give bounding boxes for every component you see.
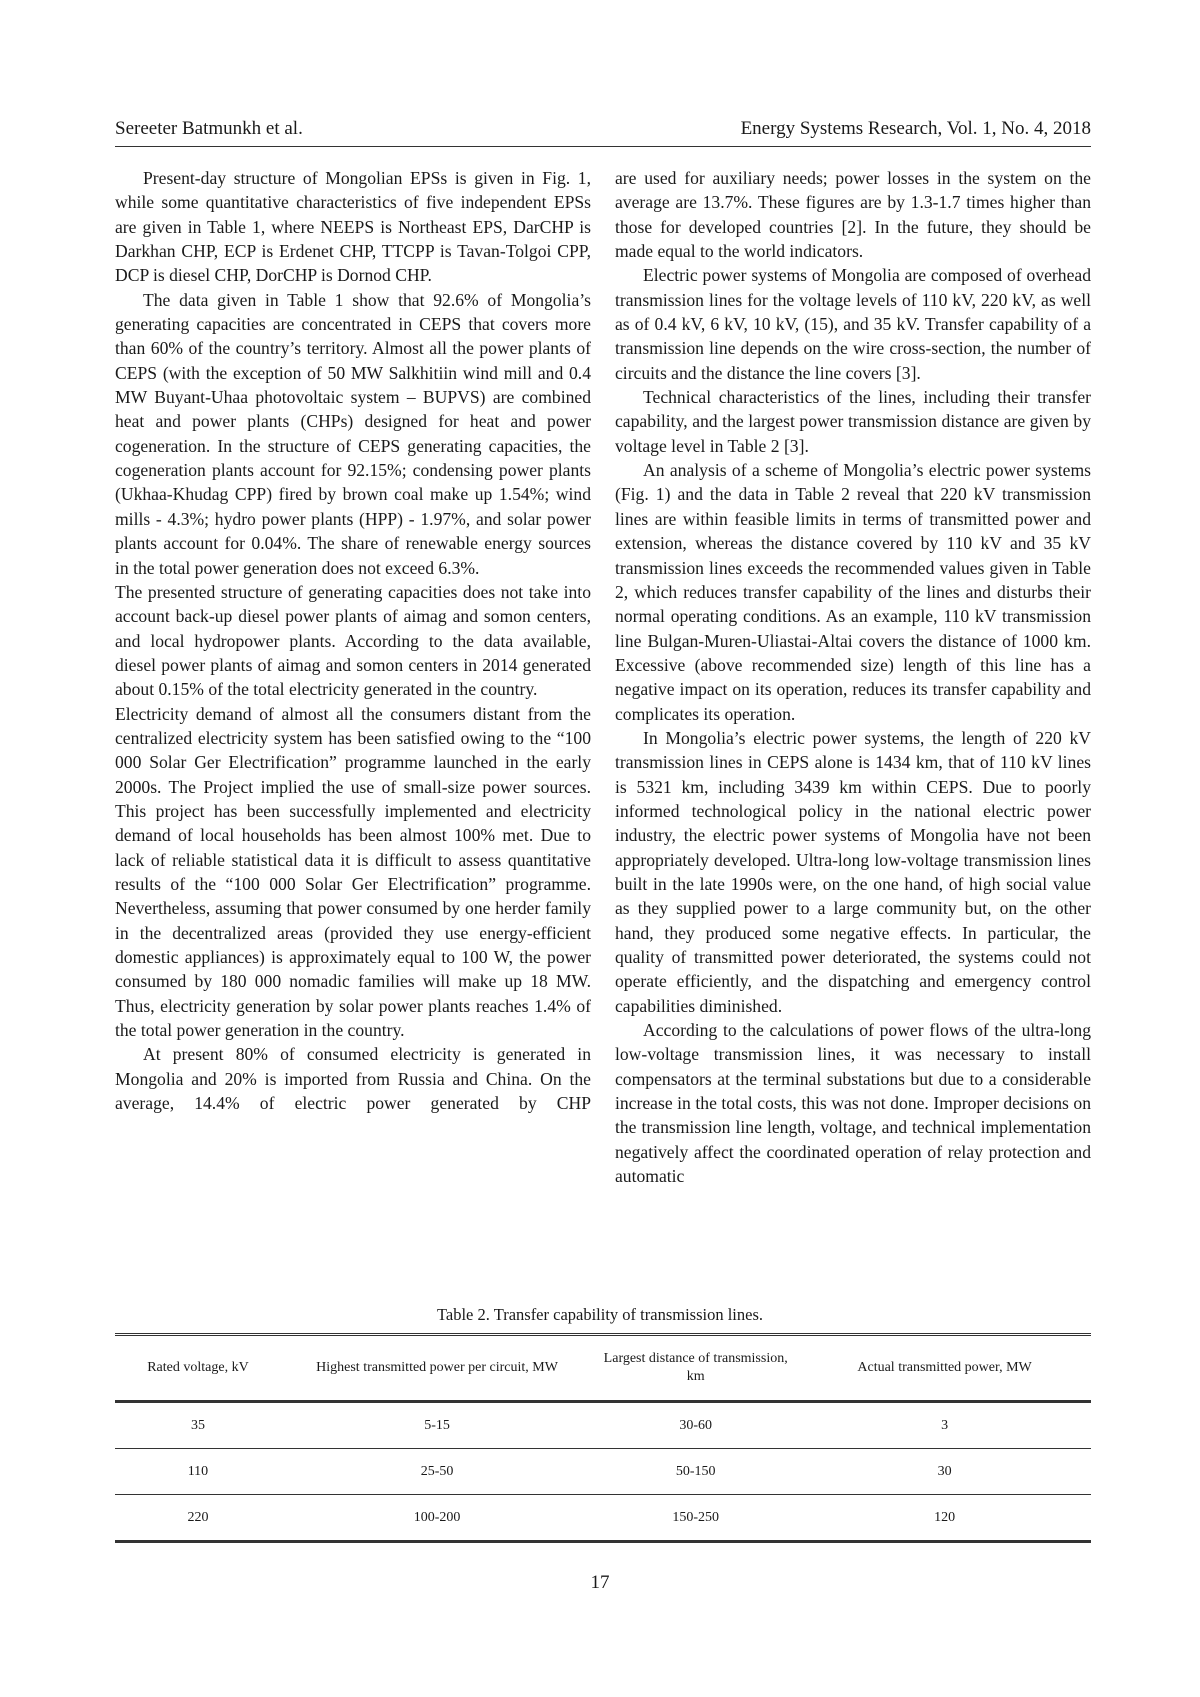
- table-header-cell: Actual transmitted power, MW: [798, 1335, 1091, 1402]
- table-row: [115, 1495, 1091, 1542]
- page-number: 17: [590, 1572, 610, 1593]
- table-cell: 120: [798, 1495, 1091, 1542]
- right-column: [615, 166, 1091, 1188]
- paragraph: are used for auxiliary needs; power losses in the system on the average are 13.7%. These figures are by 1.3-1.7 times higher than those for developed countries [2]. In the future, they should be made equal to the world indicators.: [615, 168, 1091, 262]
- table-header-row: [115, 1335, 1091, 1402]
- table-cell: 110: [115, 1449, 281, 1495]
- table-row: [115, 1449, 1091, 1495]
- table-cell: 25-50: [281, 1449, 593, 1495]
- paragraph: Technical characteristics of the lines, including their transfer capability, and the largest power transmission distance are given by voltage level in Table 2 [3].: [615, 387, 1091, 456]
- table-caption: Table 2. Transfer capability of transmission lines.: [436, 1305, 764, 1324]
- left-column: [115, 166, 591, 1115]
- table-cell: 5-15: [281, 1402, 593, 1449]
- transfer-capability-table: [115, 1333, 1091, 1543]
- paragraph: Electricity demand of almost all the consumers distant from the centralized electricity system has been satisfied owing to the “100 000 Solar Ger Electrification” programme launched in the early 2000s. The Project implied the use of small-size power sources. This project has been successfully implemented and electricity demand of local households has been almost 100% met. Due to lack of reliable statistical data it is difficult to assess quantitative results of the “100 000 Solar Ger Electrification” programme. Nevertheless, assuming that power consumed by one herder family in the decentralized areas (provided they use energy-efficient domestic appliances) is approximately equal to 100 W, the power consumed by 180 000 nomadic families will make up 18 MW. Thus, electricity generation by solar power plants reaches 1.4% of the total power generation in the country.: [115, 703, 591, 1041]
- header-authors: Sereeter Batmunkh et al.: [115, 118, 303, 139]
- table-header-cell: Highest transmitted power per circuit, MW: [281, 1335, 593, 1402]
- table-header-cell: Largest distance of transmission, km: [593, 1335, 798, 1402]
- table-cell: 3: [798, 1402, 1091, 1449]
- running-header: [115, 118, 1091, 147]
- table-cell: 35: [115, 1402, 281, 1449]
- header-journal: Energy Systems Research, Vol. 1, No. 4, 2018: [740, 118, 1091, 139]
- table-cell: 150-250: [593, 1495, 798, 1542]
- paragraph: Present-day structure of Mongolian EPSs is given in Fig. 1, while some quantitative characteristics of five independent EPSs are given in Table 1, where NEEPS is Northeast EPS, DarCHP is Darkhan CHP, ECP is Erdenet CHP, TTCPP is Tavan-Tolgoi CPP, DCP is diesel CHP, DorCHP is Dornod CHP.: [115, 168, 591, 286]
- paragraph: Electric power systems of Mongolia are composed of overhead transmission lines for the voltage levels of 110 kV, 220 kV, as well as of 0.4 kV, 6 kV, 10 kV, (15), and 35 kV. Transfer capability of a transmission line depends on the wire cross-section, the number of circuits and the distance the line covers [3].: [615, 265, 1091, 383]
- table-cell: 220: [115, 1495, 281, 1542]
- paragraph: In Mongolia’s electric power systems, the length of 220 kV transmission lines in CEPS alone is 1434 km, that of 110 kV lines is 5321 km, including 3439 km within CEPS. Due to poorly informed technological policy in the national electric power industry, the electric power systems of Mongolia have not been appropriately developed. Ultra-long low-voltage transmission lines built in the late 1990s were, on the one hand, of high social value as they supplied power to a large community but, on the other hand, they produced some negative effects. In particular, the quality of transmitted power deteriorated, the systems could not operate efficiently, and the dispatching and emergency control capabilities diminished.: [615, 727, 1091, 1016]
- table-header-cell: Rated voltage, kV: [115, 1335, 281, 1402]
- paragraph: According to the calculations of power flows of the ultra-long low-voltage transmission lines, it was necessary to install compensators at the terminal substations but due to a considerable increase in the total costs, this was not done. Improper decisions on the transmission line length, voltage, and technical implementation negatively affect the coordinated operation of relay protection and automatic: [615, 1020, 1091, 1187]
- table-cell: 30-60: [593, 1402, 798, 1449]
- table-cell: 100-200: [281, 1495, 593, 1542]
- table-cell: 30: [798, 1449, 1091, 1495]
- table-cell: 50-150: [593, 1449, 798, 1495]
- paragraph: At present 80% of consumed electricity is generated in Mongolia and 20% is imported from Russia and China. On the average, 14.4% of electric power generated by CHP: [115, 1044, 591, 1114]
- paragraph: The data given in Table 1 show that 92.6% of Mongolia’s generating capacities are concentrated in CEPS that covers more than 60% of the country’s territory. Almost all the power plants of CEPS (with the exception of 50 MW Salkhitiin wind mill and 0.4 MW Buyant-Uhaa photovoltaic system – BUPVS) are combined heat and power plants (CHPs) designed for heat and power cogeneration. In the structure of CEPS generating capacities, the cogeneration plants account for 92.15%; condensing power plants (Ukhaa-Khudag CPP) fired by brown coal make up 1.54%; wind mills - 4.3%; hydro power plants (HPP) - 1.97%, and solar power plants account for 0.04%. The share of renewable energy sources in the total power generation does not exceed 6.3%.: [115, 289, 591, 578]
- paragraph: The presented structure of generating capacities does not take into account back-up diesel power plants of aimag and somon centers, and local hydropower plants. According to the data available, diesel power plants of aimag and somon centers in 2014 generated about 0.15% of the total electricity generated in the country.: [115, 581, 591, 700]
- table-row: [115, 1402, 1091, 1449]
- paragraph: An analysis of a scheme of Mongolia’s electric power systems (Fig. 1) and the data in Table 2 reveal that 220 kV transmission lines are within feasible limits in terms of transmitted power and extension, whereas the distance covered by 110 kV and 35 kV transmission lines exceeds the recommended values given in Table 2, which reduces transfer capability of the lines and disturbs their normal operating conditions. As an example, 110 kV transmission line Bulgan-Muren-Uliastai-Altai covers the distance of 1000 km. Excessive (above recommended size) length of this line has a negative impact on its operation, reduces its transfer capability and complicates its operation.: [615, 460, 1091, 724]
